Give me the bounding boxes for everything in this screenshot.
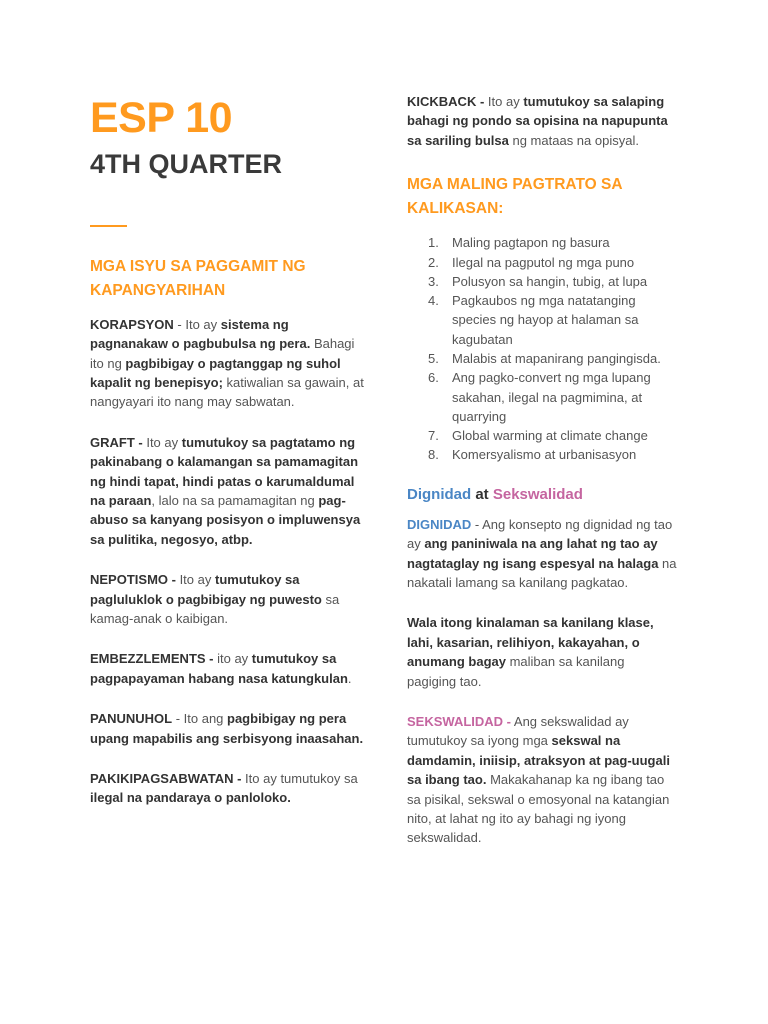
page-title: ESP 10 xyxy=(90,94,233,142)
page-subtitle: 4TH QUARTER xyxy=(90,149,283,180)
entry-wala-itong xyxy=(407,613,677,691)
left-column xyxy=(90,95,365,829)
dignidad-heading-b: Sekswalidad xyxy=(492,485,583,503)
entry-dignidad xyxy=(407,515,677,593)
wala-itong-part-0: Wala itong kinalaman sa kanilang klase, lahi, kasarian, relihiyon, kakayahan, o anumang bagay xyxy=(407,615,654,670)
list-item-text: Malabis at mapanirang pangingisda. xyxy=(452,351,661,366)
wala-itong-part-1: maliban sa kanilang pagiging tao. xyxy=(407,654,625,689)
list-item-text: Polusyon sa hangin, tubig, at lupa xyxy=(452,273,648,289)
list-item-number: 6. xyxy=(428,370,439,386)
korapsyon-part-3: Bahagi ito ng xyxy=(90,336,355,371)
entry-graft xyxy=(90,433,365,549)
nepotismo-part-2: tumutukoy sa pagluluklok o pagbibigay ng puwesto xyxy=(90,572,322,607)
korapsyon-part-4: pagbibigay o pagtanggap ng suhol kapalit ng benepisyo; xyxy=(90,355,341,390)
korapsyon-part-1: - Ito ay xyxy=(173,316,221,332)
dignidad-part-3: na nakatali lamang sa kanilang pagkatao. xyxy=(407,555,677,590)
sekswalidad-part-3: Makakahanap ka ng ibang tao sa pisikal, sekswal o emosyonal na katangian nito, at lahat ng ito ay bahagi ng iyong sekswalidad. xyxy=(407,772,670,846)
dignidad-heading xyxy=(407,485,677,505)
dignidad-entries xyxy=(407,515,677,848)
nepotismo-part-3: sa kamag-anak o kaibigan. xyxy=(90,591,340,626)
list-item xyxy=(407,426,677,445)
entry-pakikipagsabwatan xyxy=(90,769,365,808)
list-item xyxy=(407,272,677,291)
entry-panunuhol xyxy=(90,709,365,748)
entry-nepotismo xyxy=(90,570,365,628)
list-item-text: Maling pagtapon ng basura xyxy=(452,235,610,251)
list-item-number: 5. xyxy=(428,351,439,366)
nepotismo-part-1: Ito ay xyxy=(175,572,215,588)
left-entries xyxy=(90,315,365,808)
dignidad-part-1: - Ang konsepto ng dignidad ng tao ay xyxy=(407,516,673,552)
kickback-part-1: Ito ay xyxy=(484,94,524,109)
embezzlements-part-0: EMBEZZLEMENTS - xyxy=(90,651,214,667)
graft-part-4: pag-abuso sa kanyang posisyon o impluwensya sa pulitika, negosyo, atbp. xyxy=(90,492,361,547)
entry-embezzlements xyxy=(90,649,365,688)
embezzlements-part-1: ito ay xyxy=(213,651,252,667)
embezzlements-part-2: tumutukoy sa pagpapayaman habang nasa katungkulan xyxy=(90,651,348,686)
dignidad-part-0: DIGNIDAD xyxy=(407,516,472,532)
entry-korapsyon xyxy=(90,315,365,412)
korapsyon-part-2: sistema ng pagnanakaw o pagbubulsa ng pera. xyxy=(90,316,311,352)
section-heading-kalikasan: MGA MALING PAGTRATO SA KALIKASAN: xyxy=(407,176,622,218)
kickback-part-3: ng mataas na opisyal. xyxy=(508,132,639,148)
entry-kickback xyxy=(407,92,677,150)
graft-part-2: tumutukoy sa pagtatamo ng pakinabang o kalamangan sa pamamagitan ng hindi tapat, hindi patas o karumaldumal na paraan xyxy=(90,434,359,508)
list-item-number: 1. xyxy=(428,235,439,251)
list-item xyxy=(407,233,677,252)
list-item-text: Komersyalismo at urbanisasyon xyxy=(452,447,637,463)
list-item xyxy=(407,291,677,349)
graft-part-0: GRAFT - xyxy=(90,434,143,450)
list-item-number: 8. xyxy=(428,447,439,463)
sekswalidad-part-2: sekswal na damdamin, iniisip, atraksyon at pag-uugali sa ibang tao. xyxy=(407,733,670,788)
graft-part-3: , lalo na sa pamamagitan ng xyxy=(151,492,319,508)
list-item-number: 3. xyxy=(428,273,439,289)
kickback-part-0: KICKBACK - xyxy=(407,94,485,109)
pakikipagsabwatan-part-1: Ito ay tumutukoy sa xyxy=(241,771,358,786)
section-heading-kapangyarihan: MGA ISYU SA PAGGAMIT NG KAPANGYARIHAN xyxy=(90,257,306,299)
list-item-number: 2. xyxy=(428,254,439,270)
pakikipagsabwatan-part-2: ilegal na pandaraya o panloloko. xyxy=(90,790,291,806)
list-item-text: Global warming at climate change xyxy=(452,428,648,444)
panunuhol-part-2: pagbibigay ng pera upang mapabilis ang serbisyong inaasahan. xyxy=(90,711,364,746)
list-item xyxy=(407,349,677,368)
entry-sekswalidad xyxy=(407,712,677,848)
title-divider xyxy=(90,225,127,227)
kickback-part-2: tumutukoy sa salaping bahagi ng pondo sa opisina na napupunta sa sariling bulsa xyxy=(407,94,668,148)
korapsyon-part-5: katiwalian sa gawain, at nangyayari ito nang may sabwatan. xyxy=(90,374,364,410)
dignidad-heading-a: Dignidad xyxy=(407,485,472,503)
pakikipagsabwatan-part-0: PAKIKIPAGSABWATAN - xyxy=(90,771,242,786)
list-item-text: Pagkaubos ng mga natatanging species ng hayop at halaman sa kagubatan xyxy=(452,293,639,347)
panunuhol-part-1: - Ito ang xyxy=(172,711,228,727)
list-item-number: 4. xyxy=(428,293,439,309)
embezzlements-part-3: . xyxy=(347,670,352,686)
graft-part-1: Ito ay xyxy=(142,434,182,450)
sekswalidad-part-1: Ang sekswalidad ay tumutukoy sa iyong mga xyxy=(407,714,629,749)
right-column xyxy=(407,92,677,869)
list-item xyxy=(407,368,677,426)
dignidad-part-2: ang paniniwala na ang lahat ng tao ay nagtataglay ng isang espesyal na halaga xyxy=(407,536,659,571)
list-item xyxy=(407,253,677,272)
nepotismo-part-0: NEPOTISMO - xyxy=(90,572,176,588)
dignidad-heading-mid: at xyxy=(471,485,493,503)
sekswalidad-part-0: SEKSWALIDAD - xyxy=(407,714,511,730)
list-item-text: Ilegal na pagputol ng mga puno xyxy=(452,254,635,270)
list-item-text: Ang pagko-convert ng mga lupang sakahan, ilegal na pagmimina, at quarrying xyxy=(452,370,651,424)
list-item-number: 7. xyxy=(428,428,439,444)
kalikasan-list xyxy=(407,233,677,465)
panunuhol-part-0: PANUNUHOL xyxy=(90,711,173,727)
list-item xyxy=(407,445,677,464)
korapsyon-part-0: KORAPSYON xyxy=(90,316,174,332)
